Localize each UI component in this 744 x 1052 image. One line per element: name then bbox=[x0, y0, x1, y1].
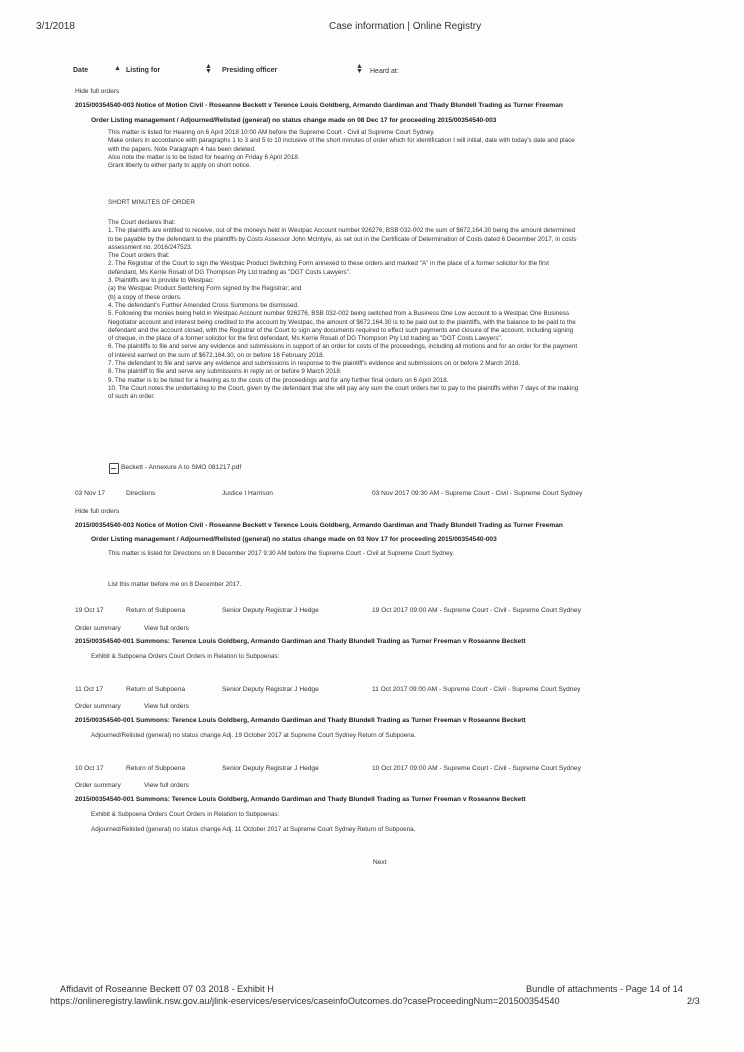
footer-bundle-page: Bundle of attachments - Page 14 of 14 bbox=[526, 984, 683, 994]
order-heading: 2015/00354540-001 Summons: Terence Louis Goldberg, Armando Gardiman and Thady Blundell Trading as Turner Freeman v Roseanne Beckett bbox=[75, 796, 526, 803]
listing-type: Return of Subpoena bbox=[126, 765, 186, 772]
heard-at: 19 Oct 2017 09:00 AM - Supreme Court - Civil - Supreme Court Sydney bbox=[372, 607, 581, 614]
presiding-officer: Senior Deputy Registrar J Hedge bbox=[222, 765, 319, 772]
view-full-orders-link[interactable]: View full orders bbox=[144, 625, 189, 632]
footer-url: https://onlineregistry.lawlink.nsw.gov.au/jlink-eservices/eservices/caseinfoOutcomes.do?caseProceedingNum=201500354540 bbox=[50, 996, 560, 1006]
order-text: Exhibit & Subpoena Orders Court Orders in Relation to Subpoenas: bbox=[91, 811, 280, 818]
listing-date: 11 Oct 17 bbox=[75, 686, 104, 693]
hide-full-orders-link[interactable]: Hide full orders bbox=[75, 508, 120, 515]
listing-date: 19 Oct 17 bbox=[75, 607, 104, 614]
sort-up-icon[interactable]: ▲ bbox=[114, 65, 121, 72]
order-heading: 2015/00354540-001 Summons: Terence Louis Goldberg, Armando Gardiman and Thady Blundell Trading as Turner Freeman v Roseanne Beckett bbox=[75, 717, 526, 724]
heard-at: 03 Nov 2017 09:30 AM - Supreme Court - Civil - Supreme Court Sydney bbox=[372, 490, 583, 497]
listing-type: Return of Subpoena bbox=[126, 686, 186, 693]
view-full-orders-link[interactable]: View full orders bbox=[144, 782, 189, 789]
order-heading: 2015/00354540-003 Notice of Motion Civil - Roseanne Beckett v Terence Louis Goldberg, Armando Gardiman and Thady Blundell Trading as Turner Freeman bbox=[75, 102, 563, 109]
presiding-officer: Justice I Harrison bbox=[222, 490, 273, 497]
hide-full-orders-link[interactable]: Hide full orders bbox=[75, 88, 120, 95]
order-text: Adjourned/Relisted (general) no status change Adj. 19 October 2017 at Supreme Court Sydney Return of Subpoena. bbox=[91, 732, 416, 739]
order-heading: 2015/00354540-003 Notice of Motion Civil - Roseanne Beckett v Terence Louis Goldberg, Armando Gardiman and Thady Blundell Trading as Turner Freeman bbox=[75, 522, 563, 529]
footer-page-number: 2/3 bbox=[687, 996, 700, 1006]
sort-heard-at-header[interactable]: Heard at: bbox=[370, 68, 399, 75]
attachment-link[interactable]: Beckett - Annexure A to SMO 081217.pdf bbox=[121, 464, 242, 471]
listing-date: 10 Oct 17 bbox=[75, 765, 104, 772]
short-minutes-orders: The Court declares that: 1. The plaintiffs are entitled to receive, out of the moneys held in Westpac Account number 926276, BSB 032-002 the sum of $672,164.30 being the amount determined to be payable by the defendant to the plaintiffs by Costs Assessor John McIntyre, as set out in the Certificate of Determination of Costs dated 6 December 2017, in costs assessment no. 2016/247523. The Court orders that: 2. The Registrar of the Court to sign the Westpac Product Switching Form annexed to these orders and marked "A" in the place of a former solicitor for the first defendant, Ms Kerrie Rosati of DG Thompson Pty Ltd trading as "DGT Costs Lawyers". 3. Plaintiffs are to provide to Westpac: (a) the Westpac Product Switching Form signed by the Registrar; and (b) a copy of these orders. 4. The defendant's Further Amended Cross Summons be dismissed. 5. Following the monies being held in Westpac Account number 926276, BSB 032-002 being switched from a Business One Low account to a Westpac One Business Negotiator account and interest being credited to the account by Westpac, the amount of $672,164.30 is to be paid out to the plaintiffs, with the balance to be paid to the defendant and the account closed, with the Registrar of the Court to sign any documents required to effect such payments and closure of the account, including signing of cheque, in the place of a former solicitor for the first defendant, Ms Kerrie Rosati of DG Thompson Pty Ltd trading as "DGT Costs Lawyers". 6. The plaintiffs to file and serve any evidence and submissions in support of an order for costs of the proceedings, including all motions and for an order for the payment of interest earned on the sum of $672,164.30, on or before 16 February 2018. 7. The defendant to file and serve any evidence and submissions in response to the plaintiff's evidence and submissions on or before 2 March 2018. 8. The plaintiff to file and serve any submissions in reply on or before 9 March 2018. 9. The matter is to be listed for a hearing as to the costs of the proceedings and for any further final orders on 6 April 2018. 10. The Court notes the undertaking to the Court, given by the defendant that she will pay any sum the court orders her to pay to the plaintiffs within 7 days of the making of such an order. bbox=[108, 219, 579, 401]
order-subheading: Order Listing management / Adjourned/Relisted (general) no status change made on 08 Dec 17 for proceeding 2015/00354540-003 bbox=[91, 117, 497, 124]
sort-updown-icon[interactable]: ▲ ▼ bbox=[356, 63, 363, 75]
page-title: Case information | Online Registry bbox=[329, 21, 482, 32]
footer-document-title: Affidavit of Roseanne Beckett 07 03 2018 - Exhibit H bbox=[60, 984, 274, 994]
order-text: Exhibit & Subpoena Orders Court Orders in Relation to Subpoenas: bbox=[91, 653, 280, 660]
order-summary-link[interactable]: Order summary bbox=[75, 782, 121, 789]
view-full-orders-link[interactable]: View full orders bbox=[144, 703, 189, 710]
presiding-officer: Senior Deputy Registrar J Hedge bbox=[222, 686, 319, 693]
order-subheading: Order Listing management / Adjourned/Relisted (general) no status change made on 03 Nov 17 for proceeding 2015/00354540-003 bbox=[91, 536, 497, 543]
sort-presiding-officer-header[interactable]: Presiding officer bbox=[222, 67, 278, 74]
short-minutes-title: SHORT MINUTES OF ORDER bbox=[108, 199, 195, 206]
order-summary-link[interactable]: Order summary bbox=[75, 703, 121, 710]
listing-date: 03 Nov 17 bbox=[75, 490, 106, 497]
sort-updown-icon[interactable]: ▲ ▼ bbox=[205, 63, 212, 75]
order-intro: This matter is listed for Hearing on 6 April 2018 10:00 AM before the Supreme Court - Civil at Supreme Court Sydney. Make orders in accordance with paragraphs 1 to 3 and 5 to 10 inclusive of the short minutes of order which for identification I will initial, date with today's date and place with the papers. Note Paragraph 4 has been deleted. Also note the matter is to be listed for hearing on Friday 6 April 2018. Grant liberty to either party to apply on short notice. bbox=[108, 129, 575, 170]
order-text: Adjourned/Relisted (general) no status change Adj. 11 October 2017 at Supreme Court Sydney Return of Subpoena. bbox=[91, 826, 416, 833]
heard-at: 10 Oct 2017 09:00 AM - Supreme Court - Civil - Supreme Court Sydney bbox=[372, 765, 581, 772]
order-text: This matter is listed for Directions on 8 December 2017 9:30 AM before the Supreme Court - Civil at Supreme Court Sydney. bbox=[108, 550, 455, 557]
listing-type: Return of Subpoena bbox=[126, 607, 186, 614]
order-heading: 2015/00354540-001 Summons: Terence Louis Goldberg, Armando Gardiman and Thady Blundell Trading as Turner Freeman v Roseanne Beckett bbox=[75, 638, 526, 645]
pdf-file-icon bbox=[109, 463, 119, 474]
next-page-link[interactable]: Next bbox=[373, 859, 387, 866]
order-summary-link[interactable]: Order summary bbox=[75, 625, 121, 632]
heard-at: 11 Oct 2017 09:00 AM - Supreme Court - Civil - Supreme Court Sydney bbox=[372, 686, 581, 693]
presiding-officer: Senior Deputy Registrar J Hedge bbox=[222, 607, 319, 614]
order-text: List this matter before me on 8 December 2017. bbox=[108, 581, 242, 588]
print-date: 3/1/2018 bbox=[36, 21, 75, 32]
sort-listing-for-header[interactable]: Listing for bbox=[126, 67, 161, 74]
listing-type: Directions bbox=[126, 490, 156, 497]
sort-date-header[interactable]: Date bbox=[73, 67, 89, 74]
